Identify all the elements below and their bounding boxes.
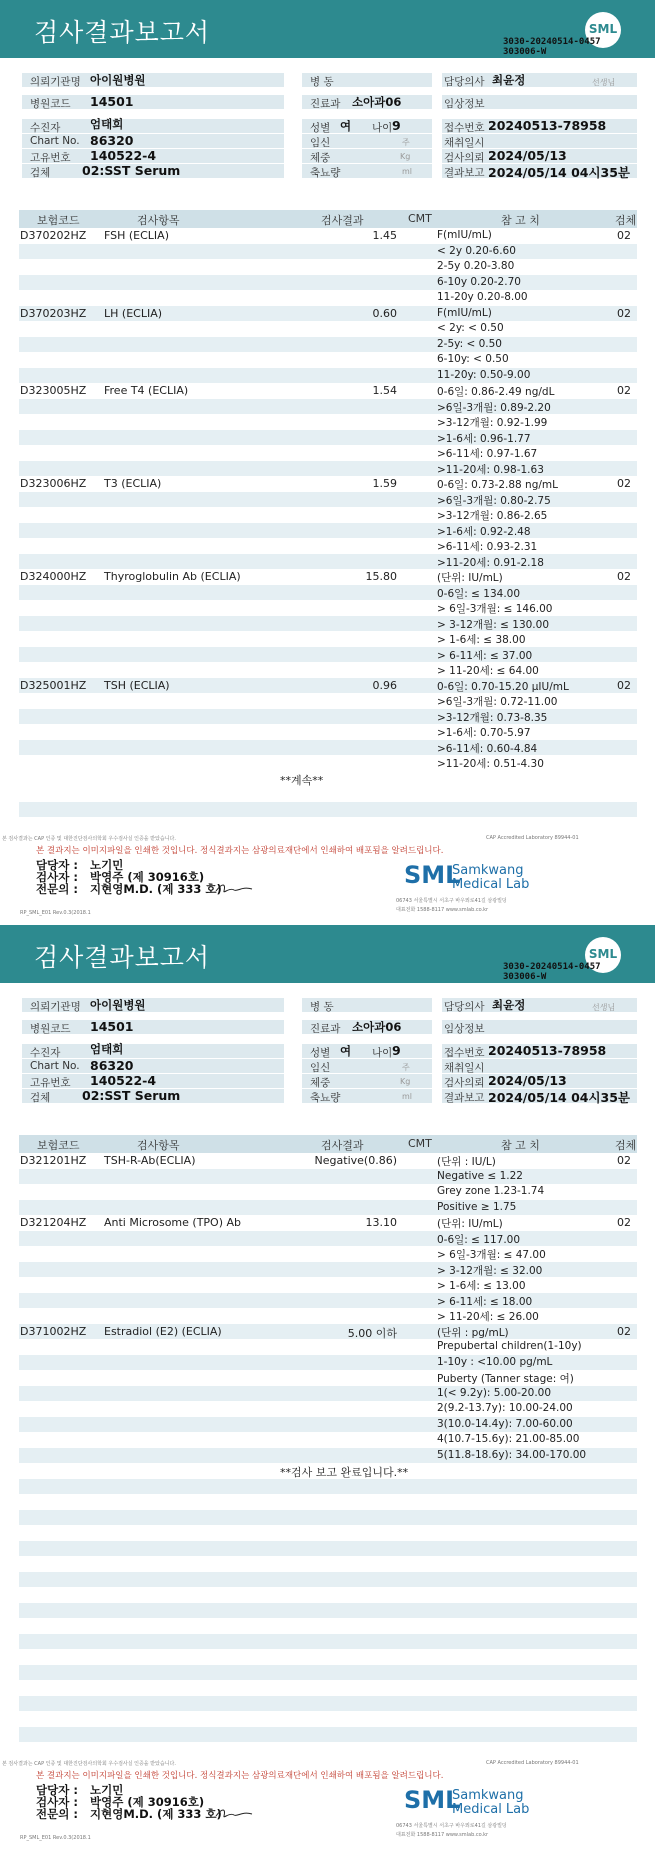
age-value: 9 xyxy=(392,118,401,133)
report-time-value: 2024/05/14 04시35분 xyxy=(488,1090,631,1105)
test-code: D321201HZ xyxy=(20,1154,87,1167)
lab-name: Samkwang Medical Lab xyxy=(452,863,530,892)
sex-value: 여 xyxy=(340,119,352,133)
row-stripe xyxy=(19,1262,637,1278)
weight-label: 체중 xyxy=(310,1077,331,1089)
reference-line: > 6-11세: ≤ 18.00 xyxy=(437,1295,533,1308)
test-code: D321204HZ xyxy=(20,1216,87,1229)
specialist-name: 지현영M.D. (제 333 호) xyxy=(90,1807,222,1821)
reference-line: > 11-20세: ≤ 26.00 xyxy=(437,1311,539,1323)
request-label: 검사의뢰 xyxy=(444,152,485,164)
unique-label: 고유번호 xyxy=(30,1077,71,1089)
sex-label: 성별 xyxy=(310,1047,331,1059)
collect-label: 채취일시 xyxy=(444,137,485,149)
sex-value: 여 xyxy=(340,1044,352,1058)
lab-address: 06743 서울특별시 서초구 바우뫼로41길 삼광빌딩 xyxy=(396,898,507,904)
col-reference: 참 고 치 xyxy=(501,214,540,227)
test-result: 1.54 xyxy=(372,384,397,397)
chart-label: Chart No. xyxy=(30,135,80,147)
col-cmt: CMT xyxy=(408,212,432,225)
print-notice: 본 결과지는 이미지파일을 인쇄한 것입니다. 정식결과지는 삼광의료재단에서 인쇄하여 배포됨을 알려드립니다. xyxy=(36,1771,444,1781)
test-name: Thyroglobulin Ab (ECLIA) xyxy=(104,570,241,583)
reference-line: 0-6일: 0.73-2.88 ng/mL xyxy=(437,479,558,491)
institution-value: 아이원병원 xyxy=(90,73,146,87)
dept-value: 소아과06 xyxy=(352,95,402,109)
test-result: 15.80 xyxy=(365,570,397,583)
patient-label: 수진자 xyxy=(30,1047,61,1059)
reference-line: 6-10y: < 0.50 xyxy=(437,353,509,365)
institution-label: 의뢰기관명 xyxy=(30,1001,81,1013)
sml-logo-icon: SML xyxy=(585,12,621,48)
col-result: 검사결과 xyxy=(321,1139,364,1152)
test-specimen: 02 xyxy=(617,1324,631,1338)
test-specimen: 02 xyxy=(617,1216,631,1229)
report-title: 검사결과보고서 xyxy=(34,943,211,972)
test-code: D325001HZ xyxy=(20,678,87,692)
test-specimen: 02 xyxy=(617,570,631,583)
manager-name: 노기민 xyxy=(90,858,124,872)
manager-label: 담당자 : xyxy=(36,858,78,872)
reference-line: 3(10.0-14.4y): 7.00-60.00 xyxy=(437,1417,573,1430)
report-reference: 3030-20240514-0457 303006-W xyxy=(503,962,601,982)
reference-line: (단위 : pg/mL) xyxy=(437,1326,509,1339)
row-stripe xyxy=(19,523,637,539)
tester-label: 검사자 : xyxy=(36,1795,78,1809)
results-table-header xyxy=(19,210,637,228)
test-result: 5.00 이하 xyxy=(347,1326,397,1340)
document-code: RP_SML_E01 Rev.0.3(2018.1 xyxy=(20,910,91,916)
specialist-label: 전문의 : xyxy=(36,882,78,896)
reference-line: 5(11.8-18.6y): 34.00-170.00 xyxy=(437,1448,587,1461)
test-result: 0.60 xyxy=(372,306,397,320)
receipt-label: 접수번호 xyxy=(444,122,485,134)
unique-value: 140522-4 xyxy=(90,148,157,163)
row-stripe xyxy=(19,647,637,663)
institution-value: 아이원병원 xyxy=(90,998,146,1012)
row-stripe xyxy=(19,1541,637,1557)
test-specimen: 02 xyxy=(617,384,631,397)
certification-note: 본 검사결과는 CAP 인증 및 대한진단검사의학회 우수검사실 인증을 받았습니다. xyxy=(2,1761,176,1767)
doctor-label: 담당의사 xyxy=(444,1001,485,1013)
reference-line: F(mIU/mL) xyxy=(437,306,492,319)
patient-value: 엄태희 xyxy=(90,1042,124,1056)
reference-line: Negative ≤ 1.22 xyxy=(437,1169,523,1182)
reference-line: > 3-12개월: ≤ 130.00 xyxy=(437,618,550,631)
chart-label: Chart No. xyxy=(30,1060,80,1072)
patient-value: 엄태희 xyxy=(90,117,124,131)
weight-label: 체중 xyxy=(310,152,331,164)
reference-line: > 11-20세: ≤ 64.00 xyxy=(437,665,539,677)
reference-line: < 2y 0.20-6.60 xyxy=(437,244,516,257)
tester-name: 박영주 (제 30916호) xyxy=(90,870,205,884)
pregnancy-label: 임신 xyxy=(310,1062,331,1074)
test-name: Estradiol (E2) (ECLIA) xyxy=(104,1324,222,1338)
test-name: TSH-R-Ab(ECLIA) xyxy=(104,1154,196,1167)
reference-line: >11-20세: 0.51-4.30 xyxy=(437,758,544,770)
chart-value: 86320 xyxy=(90,1058,134,1073)
test-code: D323006HZ xyxy=(20,477,87,490)
doctor-value: 최윤정 xyxy=(492,73,526,87)
reference-line: (단위 : IU/L) xyxy=(437,1156,496,1168)
row-stripe xyxy=(19,1696,637,1712)
hospital-code-value: 14501 xyxy=(90,94,134,109)
test-name: TSH (ECLIA) xyxy=(104,678,170,692)
reference-line: > 6-11세: ≤ 37.00 xyxy=(437,649,533,662)
age-value: 9 xyxy=(392,1043,401,1058)
reference-line: >6-11세: 0.60-4.84 xyxy=(437,742,538,755)
row-stripe xyxy=(19,802,637,818)
test-specimen: 02 xyxy=(617,1154,631,1167)
col-result: 검사결과 xyxy=(321,214,364,227)
hospital-code-label: 병원코드 xyxy=(30,98,71,110)
test-code: D323005HZ xyxy=(20,384,87,397)
reference-line: >1-6세: 0.92-2.48 xyxy=(437,525,531,538)
urine-label: 축뇨량 xyxy=(310,167,341,179)
reference-line: 2-5y: < 0.50 xyxy=(437,337,502,350)
collect-label: 채취일시 xyxy=(444,1062,485,1074)
reference-line: >1-6세: 0.70-5.97 xyxy=(437,727,531,739)
reference-line: >6-11세: 0.97-1.67 xyxy=(437,448,538,460)
row-stripe xyxy=(19,1572,637,1588)
test-name: Anti Microsome (TPO) Ab xyxy=(104,1216,242,1229)
row-stripe xyxy=(19,740,637,756)
test-code: D324000HZ xyxy=(20,570,87,583)
test-code: D370202HZ xyxy=(20,229,87,242)
sml-footer-logo-icon: SML xyxy=(404,861,461,889)
reference-line: > 6일-3개월: ≤ 146.00 xyxy=(437,603,553,615)
table-end-marker: **계속** xyxy=(280,773,324,787)
clinical-label: 임상정보 xyxy=(444,98,485,110)
row-stripe xyxy=(19,585,637,601)
report-page-1: 검사결과보고서 SML 3030-20240514-0457 303006-W 의뢰기관명 아이원병원 병원코드 14501 수진자 엄태희 Chart No. 86320 고유번호 140522-4 검체 02:SST Serum 병 동 진료과 소아과06 성별 여 나이 9 임신 주 체중 Kg 축뇨량 ml 담당의사 최윤정 선생님 임상정보 접수번호 20240513-78958 채취일시 검사의뢰 2024/05/13 결과보고 2024/05/14 04시35분 보험코드 검사항목 검사결과 CMT 참 고 치 검체 D370202HZ FSH (ECLIA) 1.45 02 F(mIU/mL) < 2y 0.20-6.60 2-5y 0.20-3.80 6-10y 0.20-2.70 11-20y 0.20-8.00 D370203HZ LH (ECLIA) 0.60 02 F(mIU/mL) < 2y: < 0.50 2-5y: < 0.50 6-10y: < 0.50 11-20y: 0.50-9.00 D323005HZ Free T4 (ECLIA) 1.54 02 0-6일: 0.86-2.49 ng/dL >6일-3개월: 0.89-2.20 >3-12개월: 0.92-1.99 >1-6세: 0.96-1.77 >6-11세: 0.97-1.67 >11-20세: 0.98-1.63 D323006HZ T3 (ECLIA) 1.59 02 0-6일: 0.73-2.88 ng/mL >6일-3개월: 0.80-2.75 >3-12개월: 0.86-2.65 >1-6세: 0.92-2.48 >6-11세: 0.93-2.31 >11-20세: 0.91-2.18 D324000HZ Thyroglobulin Ab (ECLIA) 15.80 02 (단위: IU/mL) 0-6일: ≤ 134.00 > 6일-3개월: ≤ 146.00 > 3-12개월: ≤ 130.00 > 1-6세: ≤ 38.00 > 6-11세: ≤ 37.00 > 11-20세: ≤ 64.00 D325001HZ TSH (ECLIA) 0.96 02 0-6일: 0.70-15.20 μIU/mL >6일-3개월: 0.72-11.00 >3-12개월: 0.73-8.35 >1-6세: 0.70-5.97 >6-11세: 0.60-4.84 >11-20세: 0.51-4.30 **계속** 본 검사결과는 CAP 인증 및 대한진단검사의학회 우수검사실 인증을 받았습니다. CAP Accredited Laboratory 89944-01 본 결과지는 이미지파일을 인쇄한 것입니다. 정식결과지는 삼광의료재단에서 인쇄하여 배포됨을 알려드립니다. 담당자 : 노기민 검사자 : 박영주 (제 30916호) 전문의 : 지현영M.D. (제 333 호) SML Samkwang Medical Lab 06743 서울특별시 서초구 바우뫼로41길 삼광빌딩 대표전화 1588-8117 www.smlab.co.kr RP_SML_E01 Rev.0.3(2018.1 xyxy=(0,0,655,925)
lab-phone: 대표전화 1588-8117 www.smlab.co.kr xyxy=(396,907,489,913)
reference-line: F(mIU/mL) xyxy=(437,229,492,241)
certification-note: 본 검사결과는 CAP 인증 및 대한진단검사의학회 우수검사실 인증을 받았습니다. xyxy=(2,836,176,842)
row-stripe xyxy=(19,461,637,477)
urine-label: 축뇨량 xyxy=(310,1092,341,1104)
specialist-label: 전문의 : xyxy=(36,1807,78,1821)
dept-label: 진료과 xyxy=(310,98,341,110)
age-label: 나이 xyxy=(372,122,393,134)
row-stripe xyxy=(19,430,637,446)
ward-label: 병 동 xyxy=(310,1001,334,1013)
test-result: 0.96 xyxy=(372,678,397,692)
test-specimen: 02 xyxy=(617,477,631,490)
reference-line: 0-6일: ≤ 134.00 xyxy=(437,587,521,600)
row-stripe xyxy=(19,275,637,291)
specimen-label: 검체 xyxy=(30,1092,51,1104)
reference-line: >6일-3개월: 0.72-11.00 xyxy=(437,696,558,708)
reference-line: >6-11세: 0.93-2.31 xyxy=(437,541,538,553)
row-stripe xyxy=(19,1200,637,1216)
test-code: D370203HZ xyxy=(20,306,87,320)
doctor-value: 최윤정 xyxy=(492,998,526,1012)
test-result: Negative(0.86) xyxy=(314,1154,397,1167)
test-result: 1.59 xyxy=(372,477,397,490)
document-code: RP_SML_E01 Rev.0.3(2018.1 xyxy=(20,1835,91,1841)
hospital-code-value: 14501 xyxy=(90,1019,134,1034)
reference-line: Positive ≥ 1.75 xyxy=(437,1200,517,1213)
reference-line: > 1-6세: ≤ 13.00 xyxy=(437,1280,526,1292)
specialist-name: 지현영M.D. (제 333 호) xyxy=(90,882,222,896)
report-time-label: 결과보고 xyxy=(444,167,485,179)
reference-line: 6-10y 0.20-2.70 xyxy=(437,275,521,288)
reference-line: Prepubertal children(1-10y) xyxy=(437,1340,582,1352)
dept-label: 진료과 xyxy=(310,1023,341,1035)
reference-line: (단위: IU/mL) xyxy=(437,572,503,584)
unique-label: 고유번호 xyxy=(30,152,71,164)
row-stripe xyxy=(19,244,637,260)
row-stripe xyxy=(19,1479,637,1495)
row-stripe xyxy=(19,368,637,384)
reference-line: 2-5y 0.20-3.80 xyxy=(437,260,515,272)
reference-line: 0-6일: 0.86-2.49 ng/dL xyxy=(437,386,555,398)
col-code: 보험코드 xyxy=(37,214,80,227)
manager-name: 노기민 xyxy=(90,1783,124,1797)
report-reference: 3030-20240514-0457 303006-W xyxy=(503,37,601,57)
reference-line: > 1-6세: ≤ 38.00 xyxy=(437,634,526,646)
sex-label: 성별 xyxy=(310,122,331,134)
reference-line: 2(9.2-13.7y): 10.00-24.00 xyxy=(437,1402,573,1414)
patient-label: 수진자 xyxy=(30,122,61,134)
row-stripe xyxy=(19,1665,637,1681)
cap-note: CAP Accredited Laboratory 89944-01 xyxy=(486,835,579,841)
request-label: 검사의뢰 xyxy=(444,1077,485,1089)
report-page-2: 검사결과보고서 SML 3030-20240514-0457 303006-W 의뢰기관명 아이원병원 병원코드 14501 수진자 엄태희 Chart No. 86320 고유번호 140522-4 검체 02:SST Serum 병 동 진료과 소아과06 성별 여 나이 9 임신 주 체중 Kg 축뇨량 ml 담당의사 최윤정 선생님 임상정보 접수번호 20240513-78958 채취일시 검사의뢰 2024/05/13 결과보고 2024/05/14 04시35분 보험코드 검사항목 검사결과 CMT 참 고 치 검체 D321201HZ TSH-R-Ab(ECLIA) Negative(0.86) 02 (단위 : IU/L) Negative ≤ 1.22 Grey zone 1.23-1.74 Positive ≥ 1.75 D321204HZ Anti Microsome (TPO) Ab 13.10 02 (단위: IU/mL) 0-6일: ≤ 117.00 > 6일-3개월: ≤ 47.00 > 3-12개월: ≤ 32.00 > 1-6세: ≤ 13.00 > 6-11세: ≤ 18.00 > 11-20세: ≤ 26.00 D371002HZ Estradiol (E2) (ECLIA) 5.00 이하 02 (단위 : pg/mL) Prepubertal children(1-10y) 1-10y : <10.00 pg/mL Puberty (Tanner stage: 여) 1(< 9.2y): 5.00-20.00 2(9.2-13.7y): 10.00-24.00 3(10.0-14.4y): 7.00-60.00 4(10.7-15.6y): 21.00-85.00 5(11.8-18.6y): 34.00-170.00 **검사 보고 완료입니다.** 본 검사결과는 CAP 인증 및 대한진단검사의학회 우수검사실 인증을 받았습니다. CAP Accredited Laboratory 89944-01 본 결과지는 이미지파일을 인쇄한 것입니다. 정식결과지는 삼광의료재단에서 인쇄하여 배포됨을 알려드립니다. 담당자 : 노기민 검사자 : 박영주 (제 30916호) 전문의 : 지현영M.D. (제 333 호) SML Samkwang Medical Lab 06743 서울특별시 서초구 바우뫼로41길 삼광빌딩 대표전화 1588-8117 www.smlab.co.kr RP_SML_E01 Rev.0.3(2018.1 xyxy=(0,925,655,1850)
pregnancy-label: 임신 xyxy=(310,137,331,149)
signature-icon xyxy=(214,1806,254,1820)
reference-line: >1-6세: 0.96-1.77 xyxy=(437,432,531,445)
col-code: 보험코드 xyxy=(37,1139,80,1152)
sml-footer-logo-icon: SML xyxy=(404,1786,461,1814)
reference-line: 11-20y: 0.50-9.00 xyxy=(437,368,531,381)
row-stripe xyxy=(19,1603,637,1619)
test-name: T3 (ECLIA) xyxy=(104,477,162,490)
col-specimen: 검체 xyxy=(615,1139,637,1152)
reference-line: > 3-12개월: ≤ 32.00 xyxy=(437,1264,543,1277)
specimen-value: 02:SST Serum xyxy=(82,163,181,178)
row-stripe xyxy=(19,1231,637,1247)
signature-icon xyxy=(214,881,254,895)
print-notice: 본 결과지는 이미지파일을 인쇄한 것입니다. 정식결과지는 삼광의료재단에서 인쇄하여 배포됨을 알려드립니다. xyxy=(36,846,444,856)
report-title: 검사결과보고서 xyxy=(34,18,211,47)
row-stripe xyxy=(19,337,637,353)
row-stripe xyxy=(19,1510,637,1526)
reference-line: >11-20세: 0.91-2.18 xyxy=(437,556,544,569)
dept-value: 소아과06 xyxy=(352,1020,402,1034)
sml-logo-icon: SML xyxy=(585,937,621,973)
age-label: 나이 xyxy=(372,1047,393,1059)
test-name: LH (ECLIA) xyxy=(104,306,163,320)
row-stripe xyxy=(19,1169,637,1185)
institution-label: 의뢰기관명 xyxy=(30,76,81,88)
report-time-label: 결과보고 xyxy=(444,1092,485,1104)
test-name: FSH (ECLIA) xyxy=(104,229,169,242)
col-item: 검사항목 xyxy=(137,214,180,227)
lab-phone: 대표전화 1588-8117 www.smlab.co.kr xyxy=(396,1832,489,1838)
reference-line: Grey zone 1.23-1.74 xyxy=(437,1185,545,1197)
reference-line: 4(10.7-15.6y): 21.00-85.00 xyxy=(437,1433,580,1445)
request-value: 2024/05/13 xyxy=(488,148,567,163)
test-specimen: 02 xyxy=(617,229,631,242)
col-item: 검사항목 xyxy=(137,1139,180,1152)
col-reference: 참 고 치 xyxy=(501,1139,540,1152)
specimen-label: 검체 xyxy=(30,167,51,179)
row-stripe xyxy=(19,1293,637,1309)
hospital-code-label: 병원코드 xyxy=(30,1023,71,1035)
reference-line: >11-20세: 0.98-1.63 xyxy=(437,463,544,476)
results-table-header xyxy=(19,1135,637,1153)
reference-line: 11-20y 0.20-8.00 xyxy=(437,291,528,303)
reference-line: >3-12개월: 0.73-8.35 xyxy=(437,711,548,724)
table-end-marker: **검사 보고 완료입니다.** xyxy=(280,1466,409,1479)
row-stripe xyxy=(19,554,637,570)
reference-line: Puberty (Tanner stage: 여) xyxy=(437,1373,574,1385)
tester-name: 박영주 (제 30916호) xyxy=(90,1795,205,1809)
test-result: 1.45 xyxy=(372,229,397,242)
doctor-label: 담당의사 xyxy=(444,76,485,88)
unique-value: 140522-4 xyxy=(90,1073,157,1088)
reference-line: >6일-3개월: 0.89-2.20 xyxy=(437,401,551,414)
reference-line: > 6일-3개월: ≤ 47.00 xyxy=(437,1249,546,1261)
test-code: D371002HZ xyxy=(20,1324,87,1338)
clinical-label: 임상정보 xyxy=(444,1023,485,1035)
receipt-label: 접수번호 xyxy=(444,1047,485,1059)
reference-line: 1(< 9.2y): 5.00-20.00 xyxy=(437,1386,552,1399)
receipt-value: 20240513-78958 xyxy=(488,118,607,133)
test-specimen: 02 xyxy=(617,306,631,320)
row-stripe xyxy=(19,1727,637,1743)
col-cmt: CMT xyxy=(408,1137,432,1150)
ward-label: 병 동 xyxy=(310,76,334,88)
specimen-value: 02:SST Serum xyxy=(82,1088,181,1103)
tester-label: 검사자 : xyxy=(36,870,78,884)
chart-value: 86320 xyxy=(90,133,134,148)
reference-line: >6일-3개월: 0.80-2.75 xyxy=(437,494,551,507)
reference-line: 0-6일: ≤ 117.00 xyxy=(437,1233,521,1246)
receipt-value: 20240513-78958 xyxy=(488,1043,607,1058)
lab-address: 06743 서울특별시 서초구 바우뫼로41길 삼광빌딩 xyxy=(396,1823,507,1829)
request-value: 2024/05/13 xyxy=(488,1073,567,1088)
test-name: Free T4 (ECLIA) xyxy=(104,384,189,397)
reference-line: >3-12개월: 0.86-2.65 xyxy=(437,510,548,522)
manager-label: 담당자 : xyxy=(36,1783,78,1797)
reference-line: >3-12개월: 0.92-1.99 xyxy=(437,417,548,429)
cap-note: CAP Accredited Laboratory 89944-01 xyxy=(486,1760,579,1766)
reference-line: (단위: IU/mL) xyxy=(437,1218,503,1230)
report-time-value: 2024/05/14 04시35분 xyxy=(488,165,631,180)
test-result: 13.10 xyxy=(365,1216,397,1229)
lab-name: Samkwang Medical Lab xyxy=(452,1788,530,1817)
reference-line: 0-6일: 0.70-15.20 μIU/mL xyxy=(437,680,569,693)
reference-line: < 2y: < 0.50 xyxy=(437,322,504,334)
reference-line: 1-10y : <10.00 pg/mL xyxy=(437,1355,553,1368)
row-stripe xyxy=(19,1634,637,1650)
test-specimen: 02 xyxy=(617,678,631,692)
col-specimen: 검체 xyxy=(615,214,637,227)
